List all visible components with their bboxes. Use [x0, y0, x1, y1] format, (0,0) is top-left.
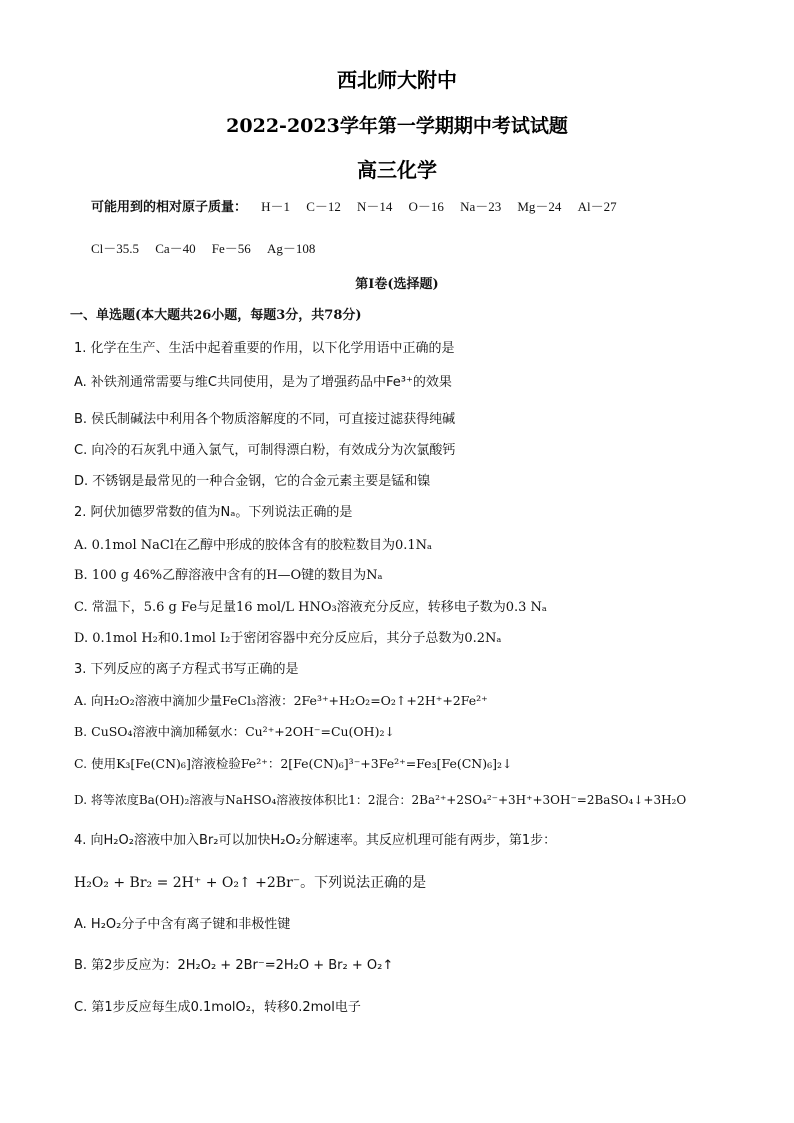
- question-stem: 3. 下列反应的离子方程式书写正确的是: [74, 662, 299, 677]
- question-stem-continued: H₂O₂ + Br₂ = 2H⁺ + O₂↑ +2Br⁻。下列说法正确的是: [74, 875, 427, 891]
- atomic-mass-item: O－16: [408, 199, 444, 214]
- atomic-mass-item: Ag－108: [266, 241, 316, 256]
- question-option: B. CuSO₄溶液中滴加稀氨水：Cu²⁺+2OH⁻=Cu(OH)₂↓: [74, 724, 395, 739]
- atomic-mass-item: Fe－56: [211, 241, 251, 256]
- question-option: B. 侯氏制碱法中利用各个物质溶解度的不同，可直接过滤获得纯碱: [74, 412, 456, 427]
- school-name: 西北师大附中: [337, 68, 457, 92]
- atomic-mass-item: Na－23: [460, 199, 502, 214]
- question-option: A. 向H₂O₂溶液中滴加少量FeCl₃溶液：2Fe³⁺+H₂O₂=O₂↑+2H⁺+2Fe²⁺: [74, 693, 488, 708]
- part-heading: 一、单选题(本大题共26小题，每题3分，共78分): [70, 308, 362, 323]
- question-option: C. 第1步反应每生成0.1molO₂，转移0.2mol电子: [74, 1000, 361, 1015]
- exam-title: 2022-2023学年第一学期期中考试试题: [226, 115, 568, 137]
- question-option: D. 不锈钢是最常见的一种合金钢，它的合金元素主要是锰和镍: [74, 474, 431, 489]
- question-option: B. 100 g 46%乙醇溶液中含有的H—O键的数目为Nₐ: [74, 568, 383, 583]
- question-option: B. 第2步反应为：2H₂O₂ + 2Br⁻=2H₂O + Br₂ + O₂↑: [74, 958, 394, 973]
- atomic-mass-row-2: [91, 240, 327, 259]
- question-stem: 4. 向H₂O₂溶液中加入Br₂可以加快H₂O₂分解速率。其反应机理可能有两步，第1步：: [74, 833, 557, 848]
- question-option: C. 使用K₃[Fe(CN)₆]溶液检验Fe²⁺：2[Fe(CN)₆]³⁻+3Fe²⁺=Fe₃[Fe(CN)₆]₂↓: [74, 756, 513, 771]
- question-option: A. 补铁剂通常需要与维C共同使用，是为了增强药品中Fe³⁺的效果: [74, 375, 452, 390]
- atomic-mass-row-1: [91, 198, 629, 217]
- atomic-mass-item: Al－27: [577, 199, 617, 214]
- atomic-mass-item: C－12: [306, 199, 341, 214]
- question-option: C. 常温下，5.6 g Fe与足量16 mol/L HNO₃溶液充分反应，转移电子数为0.3 Nₐ: [74, 600, 547, 615]
- atomic-mass-item: N－14: [357, 199, 393, 214]
- question-stem: 1. 化学在生产、生活中起着重要的作用，以下化学用语中正确的是: [74, 341, 455, 356]
- question-option: C. 向冷的石灰乳中通入氯气，可制得漂白粉，有效成分为次氯酸钙: [74, 443, 456, 458]
- question-option: D. 将等浓度Ba(OH)₂溶液与NaHSO₄溶液按体积比1：2混合：2Ba²⁺+2SO₄²⁻+3H⁺+3OH⁻=2BaSO₄↓+3H₂O: [74, 793, 687, 807]
- subject-title: 高三化学: [357, 158, 437, 182]
- atomic-mass-item: Mg－24: [517, 199, 562, 214]
- volume-heading: 第Ⅰ卷(选择题): [355, 277, 439, 292]
- question-option: A. 0.1mol NaCl在乙醇中形成的胶体含有的胶粒数目为0.1Nₐ: [74, 538, 433, 553]
- atomic-mass-item: H－1: [261, 199, 291, 214]
- question-option: D. 0.1mol H₂和0.1mol I₂于密闭容器中充分反应后，其分子总数为0.2Nₐ: [74, 631, 502, 646]
- question-stem: 2. 阿伏加德罗常数的值为Nₐ。下列说法正确的是: [74, 505, 353, 520]
- atomic-mass-item: Ca－40: [155, 241, 196, 256]
- atomic-mass-item: Cl－35.5: [91, 241, 140, 256]
- question-option: A. H₂O₂分子中含有离子键和非极性键: [74, 917, 291, 932]
- atomic-mass-label: 可能用到的相对原子质量：: [91, 200, 248, 215]
